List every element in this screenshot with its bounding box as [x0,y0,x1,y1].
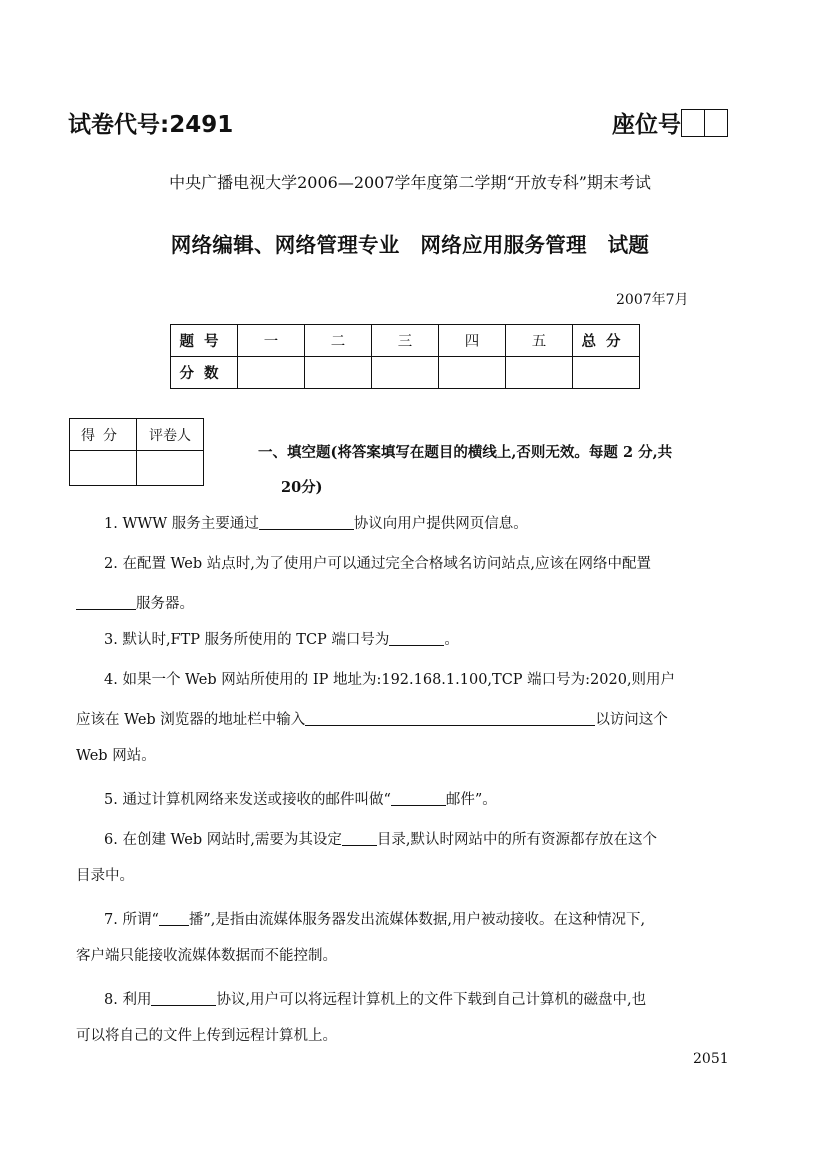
answer-blank [159,911,189,926]
grader-table-header-row [70,419,204,451]
grader-table-blank-row [70,451,204,486]
section-heading: 一、填空题(将答案填写在题目的横线上,否则无效。每题 2 分,共 [258,444,673,461]
answer-blank [305,711,595,726]
grader-cell [137,451,204,486]
grader-header-score: 得分 [70,419,137,451]
question-4 [104,668,675,689]
seat-number-label: 座位号 [612,112,681,138]
answer-blank [151,991,216,1006]
answer-blank [76,595,136,610]
page-number: 2051 [693,1051,729,1067]
question-number: 4. [104,672,118,688]
question-text: 播”,是指由流媒体服务器发出流媒体数据,用户被动接收。在这种情况下, [188,912,646,928]
question-text: 在创建 Web 网站时,需要为其设定 [122,832,342,848]
question-text: 协议向用户提供网页信息。 [353,516,528,532]
score-cell: 总分 [573,325,640,357]
grader-table [69,418,204,486]
score-cell [238,357,305,389]
question-text: 服务器。 [136,596,194,612]
question-number: 3. [104,632,118,648]
question-text: 在配置 Web 站点时,为了使用户可以通过完全合格域名访问站点,应该在网络中配置 [122,556,651,572]
question-text: 如果一个 Web 网站所使用的 IP 地址为:192.168.1.100,TCP 端口号为:2020,则用户 [122,672,676,688]
answer-blank [389,631,444,646]
question-6-cont [76,864,134,885]
question-5 [104,788,497,809]
seat-box-1 [681,109,705,137]
score-cell: 四 [439,325,506,357]
score-cell: 二 [305,325,372,357]
score-cell [573,357,640,389]
question-3 [104,628,459,649]
question-7-cont [76,944,337,965]
question-text: 通过计算机网络来发送或接收的邮件叫做“ [122,792,391,808]
score-table [170,324,640,389]
score-cell: 一 [238,325,305,357]
question-text: 目录中。 [76,868,134,884]
question-number: 2. [104,556,118,572]
grader-header-reviewer: 评卷人 [137,419,204,451]
question-6 [104,828,657,849]
question-1 [104,512,528,533]
question-text: 目录,默认时网站中的所有资源都存放在这个 [376,832,657,848]
answer-blank [259,515,354,530]
score-cell: 分数 [171,357,238,389]
score-table-value-row [171,357,640,389]
question-text: 默认时,FTP 服务所使用的 TCP 端口号为 [122,632,390,648]
question-text: WWW 服务主要通过 [122,516,259,532]
question-4-line2 [76,708,668,729]
score-cell: 五 [506,325,573,357]
question-text: 协议,用户可以将远程计算机上的文件下载到自己计算机的磁盘中,也 [216,992,647,1008]
question-number: 6. [104,832,118,848]
exam-date: 2007年7月 [616,292,689,308]
question-text: 邮件”。 [445,792,497,808]
question-text: Web 网站。 [76,748,156,764]
answer-blank [342,831,377,846]
question-2 [104,552,651,573]
score-cell [372,357,439,389]
grader-cell [70,451,137,486]
question-number: 8. [104,992,118,1008]
score-cell [439,357,506,389]
score-cell [305,357,372,389]
question-2-cont [76,592,194,613]
seat-box-2 [705,109,728,137]
seat-number-field [612,106,728,139]
section-heading-cont: 20分) [281,479,323,496]
question-8-cont [76,1024,337,1045]
question-text: 以访问这个 [595,712,668,728]
question-number: 5. [104,792,118,808]
question-number: 1. [104,516,118,532]
question-number: 7. [104,912,118,928]
score-cell [506,357,573,389]
question-text: 。 [444,632,459,648]
score-table-header-row [171,325,640,357]
exam-title: 网络编辑、网络管理专业 网络应用服务管理 试题 [170,233,650,257]
question-text: 可以将自己的文件上传到远程计算机上。 [76,1028,337,1044]
answer-blank [391,791,446,806]
paper-code: 试卷代号:2491 [68,112,234,138]
question-8 [104,988,646,1009]
question-text: 应该在 Web 浏览器的地址栏中输入 [76,712,306,728]
question-4-line3 [76,744,156,765]
question-text: 利用 [122,992,152,1008]
score-cell: 三 [372,325,439,357]
question-text: 客户端只能接收流媒体数据而不能控制。 [76,948,337,964]
score-cell: 题号 [171,325,238,357]
exam-subtitle: 中央广播电视大学2006—2007学年度第二学期“开放专科”期末考试 [169,173,651,192]
question-7 [104,908,645,929]
question-text: 所谓“ [122,912,159,928]
